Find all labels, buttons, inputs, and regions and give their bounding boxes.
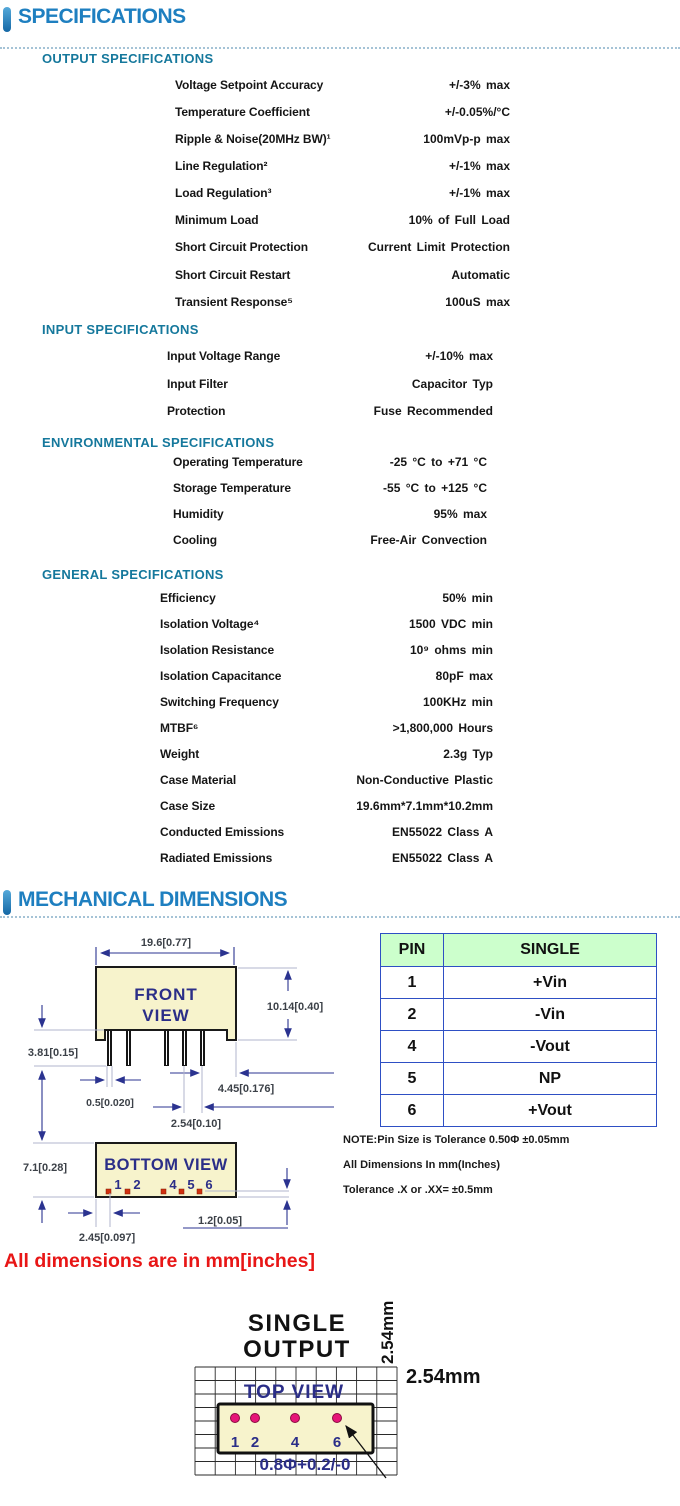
- table-row: [381, 1063, 657, 1095]
- spec-value: +/-0.05%/°C: [444, 105, 510, 119]
- single-output-title-2: OUTPUT: [243, 1336, 351, 1363]
- spec-value: 2.3g Typ: [443, 747, 493, 761]
- spec-label: Humidity: [173, 507, 224, 521]
- dotted-divider: [0, 47, 680, 49]
- units-note: All dimensions are in mm[inches]: [4, 1250, 315, 1272]
- spec-label: Conducted Emissions: [160, 825, 285, 839]
- spec-value: 19.6mm*7.1mm*10.2mm: [356, 799, 493, 813]
- spec-row: [0, 159, 680, 174]
- svg-text:1: 1: [114, 1177, 122, 1192]
- single-output-title-1: SINGLE: [247, 1310, 347, 1337]
- spec-label: Temperature Coefficient: [175, 105, 310, 119]
- spec-value: Non-Conductive Plastic: [356, 773, 493, 787]
- svg-text:2: 2: [250, 1434, 260, 1451]
- spec-label: Input Voltage Range: [167, 349, 281, 363]
- spec-label: Weight: [160, 747, 200, 761]
- spec-value: Current Limit Protection: [367, 240, 510, 254]
- pin-function: NP: [444, 1063, 657, 1095]
- pin-number: 5: [381, 1063, 444, 1095]
- section-heading: INPUT SPECIFICATIONS: [42, 322, 199, 337]
- dim-pin-offset: 2.45[0.097]: [78, 1232, 136, 1244]
- front-view-label-1: FRONT: [134, 985, 198, 1004]
- spec-label: Load Regulation³: [175, 186, 272, 200]
- spec-value: EN55022 Class A: [392, 825, 493, 839]
- table-row: [381, 999, 657, 1031]
- spec-value: Fuse Recommended: [373, 404, 493, 418]
- spec-label: Input Filter: [167, 377, 228, 391]
- svg-text:4: 4: [169, 1177, 177, 1192]
- dim-pin-width: 0.5[0.020]: [86, 1097, 134, 1109]
- pin-function: -Vin: [444, 999, 657, 1031]
- page-title-specifications: SPECIFICATIONS: [18, 5, 186, 28]
- spec-row: [0, 695, 680, 710]
- table-row: [381, 1031, 657, 1063]
- spec-label: Ripple & Noise(20MHz BW)¹: [175, 132, 331, 146]
- spec-label: Isolation Voltage⁴: [160, 617, 260, 631]
- spec-row: [0, 721, 680, 736]
- spec-row: [0, 669, 680, 684]
- spec-value: -25 °C to +71 °C: [389, 455, 487, 469]
- note-dimensions: All Dimensions In mm(Inches): [343, 1159, 501, 1171]
- spec-value: +/-10% max: [425, 349, 493, 363]
- spec-value: 80pF max: [435, 669, 493, 683]
- spec-value: 100KHz min: [422, 695, 493, 709]
- spec-row: [0, 240, 680, 255]
- spec-label: Short Circuit Restart: [175, 268, 291, 282]
- spec-value: Automatic: [451, 268, 510, 282]
- svg-text:2: 2: [133, 1177, 141, 1192]
- pin-number: 6: [381, 1095, 444, 1127]
- dim-pin-length: 3.81[0.15]: [27, 1047, 79, 1059]
- dim-front-width: 19.6[0.77]: [140, 937, 192, 949]
- spec-row: [0, 132, 680, 147]
- spec-value: EN55022 Class A: [392, 851, 493, 865]
- pin-function: +Vin: [444, 967, 657, 999]
- grid-pitch-horizontal-label: 2.54mm: [406, 1366, 481, 1388]
- pin-number: 2: [381, 999, 444, 1031]
- spec-label: Efficiency: [160, 591, 216, 605]
- spec-label: Case Material: [160, 773, 237, 787]
- pin-number: 4: [381, 1031, 444, 1063]
- spec-label: Cooling: [173, 533, 217, 547]
- spec-label: Case Size: [160, 799, 216, 813]
- mechanical-drawing: [0, 925, 340, 1281]
- spec-row: [0, 349, 680, 364]
- svg-text:1: 1: [230, 1434, 240, 1451]
- spec-row: [0, 773, 680, 788]
- front-view-pins: [107, 1030, 205, 1066]
- spec-row: [0, 78, 680, 93]
- spec-row: [0, 404, 680, 419]
- spec-label: MTBF⁶: [160, 721, 199, 735]
- pin-table-header-pin: PIN: [381, 934, 444, 967]
- note-pin-size: NOTE:Pin Size is Tolerance 0.50Φ ±0.05mm: [343, 1134, 570, 1146]
- dim-pin-edge: 4.45[0.176]: [217, 1083, 275, 1095]
- spec-value: Capacitor Typ: [411, 377, 493, 391]
- spec-row: [0, 377, 680, 392]
- title-accent-bar: [3, 890, 11, 915]
- spec-label: Voltage Setpoint Accuracy: [175, 78, 324, 92]
- spec-label: Isolation Resistance: [160, 643, 275, 657]
- spec-label: Switching Frequency: [160, 695, 279, 709]
- top-view-label: TOP VIEW: [243, 1382, 345, 1403]
- spec-row: [0, 825, 680, 840]
- spec-row: [0, 617, 680, 632]
- spec-label: Radiated Emissions: [160, 851, 273, 865]
- spec-row: [0, 851, 680, 866]
- pin-table-header-row: [381, 934, 657, 967]
- spec-row: [0, 799, 680, 814]
- pin-table-header-single: SINGLE: [444, 934, 657, 967]
- spec-label: Isolation Capacitance: [160, 669, 282, 683]
- spec-label: Short Circuit Protection: [175, 240, 308, 254]
- grid-pitch-vertical-label: 2.54mm: [378, 1300, 397, 1364]
- bottom-view-label: BOTTOM VIEW: [104, 1156, 228, 1174]
- table-row: [381, 967, 657, 999]
- spec-row: [0, 533, 680, 548]
- spec-row: [0, 105, 680, 120]
- spec-row: [0, 268, 680, 283]
- svg-text:5: 5: [187, 1177, 195, 1192]
- pin-number: 1: [381, 967, 444, 999]
- hole-tolerance-label: 0.8Φ+0.2/-0: [259, 1455, 351, 1474]
- spec-row: [0, 213, 680, 228]
- svg-text:6: 6: [332, 1434, 342, 1451]
- spec-label: Operating Temperature: [173, 455, 303, 469]
- spec-value: 10% of Full Load: [408, 213, 510, 227]
- section-heading: GENERAL SPECIFICATIONS: [42, 567, 224, 582]
- spec-label: Line Regulation²: [175, 159, 268, 173]
- dim-pad-row: 1.2[0.05]: [197, 1215, 243, 1227]
- spec-value: +/-1% max: [448, 186, 510, 200]
- spec-value: >1,800,000 Hours: [392, 721, 493, 735]
- pin-function: -Vout: [444, 1031, 657, 1063]
- spec-value: 1500 VDC min: [408, 617, 493, 631]
- dim-bottom-height: 7.1[0.28]: [22, 1162, 68, 1174]
- table-row: [381, 1095, 657, 1127]
- spec-value: +/-1% max: [448, 159, 510, 173]
- section-heading: ENVIRONMENTAL SPECIFICATIONS: [42, 435, 275, 450]
- section-heading: OUTPUT SPECIFICATIONS: [42, 51, 214, 66]
- spec-value: 100mVp-p max: [423, 132, 510, 146]
- spec-row: [0, 507, 680, 522]
- spec-row: [0, 295, 680, 310]
- dim-front-height: 10.14[0.40]: [266, 1001, 324, 1013]
- page-title-mechanical: MECHANICAL DIMENSIONS: [18, 888, 288, 911]
- spec-row: [0, 643, 680, 658]
- spec-label: Storage Temperature: [173, 481, 291, 495]
- front-view-label-2: VIEW: [142, 1006, 190, 1025]
- spec-value: 95% max: [433, 507, 487, 521]
- note-tolerance: Tolerance .X or .XX= ±0.5mm: [343, 1184, 493, 1196]
- spec-row: [0, 481, 680, 496]
- spec-row: [0, 455, 680, 470]
- spec-value: -55 °C to +125 °C: [383, 481, 487, 495]
- spec-value: Free-Air Convection: [370, 533, 487, 547]
- spec-value: 50% min: [442, 591, 493, 605]
- dotted-divider: [0, 916, 680, 918]
- svg-text:6: 6: [205, 1177, 213, 1192]
- pin-table: [380, 933, 657, 1127]
- spec-value: 100uS max: [445, 295, 510, 309]
- title-accent-bar: [3, 7, 11, 32]
- spec-value: 10⁹ ohms min: [409, 643, 493, 657]
- spec-label: Minimum Load: [175, 213, 259, 227]
- svg-text:4: 4: [290, 1434, 300, 1451]
- spec-row: [0, 591, 680, 606]
- spec-row: [0, 747, 680, 762]
- dim-pin-pitch: 2.54[0.10]: [170, 1118, 222, 1130]
- top-view-drawing: [180, 1290, 510, 1506]
- pin-function: +Vout: [444, 1095, 657, 1127]
- spec-value: +/-3% max: [448, 78, 510, 92]
- spec-label: Protection: [167, 404, 226, 418]
- spec-label: Transient Response⁵: [175, 295, 293, 309]
- spec-row: [0, 186, 680, 201]
